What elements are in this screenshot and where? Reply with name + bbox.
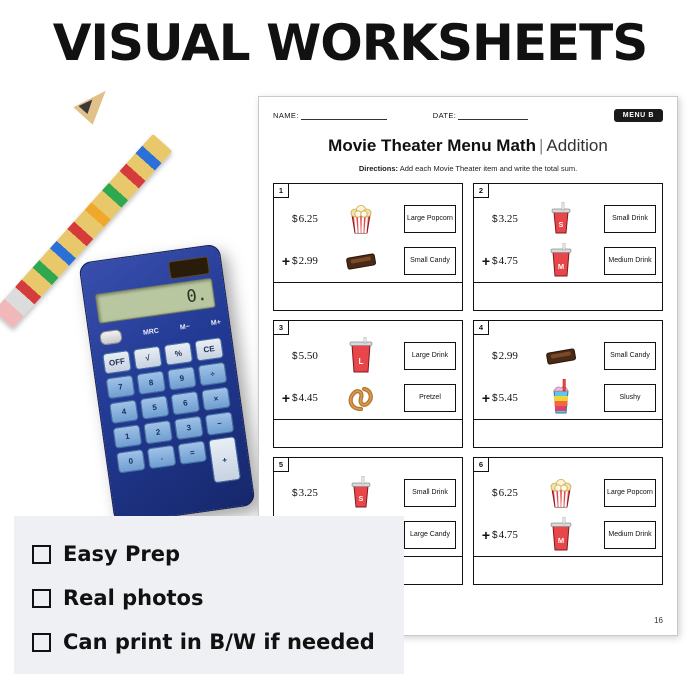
calculator-display: 0. — [95, 278, 216, 324]
directions-label: Directions: — [358, 164, 399, 173]
checkbox-icon — [32, 589, 51, 608]
svg-text:M: M — [557, 536, 564, 545]
svg-text:S: S — [358, 496, 363, 503]
plus-operator: + — [281, 253, 291, 269]
feature-label: Can print in B/W if needed — [63, 630, 375, 654]
problem-card — [273, 183, 463, 311]
small-drink-icon — [341, 475, 381, 511]
pretzel-icon — [341, 380, 381, 416]
name-label: NAME: — [273, 111, 299, 120]
item-label: Large Popcorn — [604, 479, 656, 507]
amount-value: 3.25 — [298, 487, 318, 499]
calc-key[interactable]: % — [164, 341, 194, 366]
problem-number: 5 — [274, 458, 289, 472]
plus-operator: + — [481, 390, 491, 406]
problem-rows — [474, 335, 662, 419]
problem-row — [274, 377, 462, 419]
date-label: DATE: — [432, 111, 457, 120]
medium-drink-icon — [541, 517, 581, 553]
memory-button-extra[interactable] — [99, 329, 123, 346]
memory-label-mminus: M− — [179, 322, 191, 332]
calc-key[interactable]: √ — [133, 346, 163, 371]
problem-row — [474, 240, 662, 282]
answer-area[interactable] — [474, 282, 662, 312]
calc-key[interactable]: × — [201, 387, 231, 412]
calc-key[interactable]: 6 — [171, 391, 201, 416]
amount-value: 4.75 — [498, 529, 518, 541]
amount-value: 4.75 — [498, 255, 518, 267]
item-label: Pretzel — [404, 384, 456, 412]
memory-label-mrc: MRC — [142, 327, 160, 337]
answer-area[interactable] — [474, 419, 662, 449]
item-label: Large Candy — [404, 521, 456, 549]
svg-text:S: S — [558, 222, 563, 229]
amount-value: 5.45 — [498, 392, 518, 404]
feature-item — [32, 620, 404, 664]
problem-row — [474, 335, 662, 377]
features-panel — [14, 516, 404, 674]
feature-item — [32, 576, 404, 620]
checkbox-icon — [32, 545, 51, 564]
calc-key[interactable]: CE — [194, 337, 224, 362]
currency-symbol: $ — [492, 392, 498, 404]
calc-key[interactable]: 5 — [140, 395, 170, 420]
problem-row — [274, 198, 462, 240]
worksheet-title-divider: | — [538, 136, 544, 155]
calc-key[interactable]: 8 — [136, 370, 166, 395]
problem-row — [274, 472, 462, 514]
currency-symbol: $ — [292, 392, 298, 404]
calc-key[interactable]: ÷ — [198, 362, 228, 387]
answer-area[interactable] — [274, 419, 462, 449]
problem-rows — [474, 472, 662, 556]
currency-symbol: $ — [292, 255, 298, 267]
answer-area[interactable] — [274, 282, 462, 312]
plus-operator: + — [481, 527, 491, 543]
memory-label-mplus: M+ — [210, 318, 222, 327]
calc-key[interactable]: = — [177, 440, 207, 465]
currency-symbol: $ — [292, 350, 298, 362]
feature-label: Easy Prep — [63, 542, 181, 566]
feature-label: Real photos — [63, 586, 204, 610]
calculator-keypad — [102, 337, 241, 496]
calc-key[interactable]: . — [147, 445, 177, 470]
item-label: Small Candy — [404, 247, 456, 275]
amount-value: 5.50 — [298, 350, 318, 362]
item-label: Small Drink — [404, 479, 456, 507]
calc-key[interactable]: 0 — [116, 449, 146, 474]
currency-symbol: $ — [292, 487, 298, 499]
name-field[interactable] — [273, 111, 387, 120]
calc-key[interactable]: 9 — [167, 366, 197, 391]
problem-row — [474, 472, 662, 514]
problem-number: 2 — [474, 184, 489, 198]
problem-row — [274, 240, 462, 282]
item-label: Small Candy — [604, 342, 656, 370]
worksheet-directions — [273, 164, 663, 173]
calc-key[interactable]: 3 — [174, 416, 204, 441]
calc-key[interactable]: 1 — [113, 424, 143, 449]
popcorn-icon — [541, 475, 581, 511]
large-drink-icon — [341, 338, 381, 374]
amount-value: 6.25 — [298, 213, 318, 225]
plus-operator: + — [481, 253, 491, 269]
currency-symbol: $ — [492, 255, 498, 267]
worksheet-title-sub: Addition — [546, 136, 608, 155]
problem-number: 3 — [274, 321, 289, 335]
name-input-rule[interactable] — [301, 111, 387, 120]
calc-key[interactable]: 4 — [109, 399, 139, 424]
svg-text:L: L — [358, 357, 364, 366]
item-label: Large Drink — [404, 342, 456, 370]
menu-badge: MENU B — [614, 109, 663, 122]
worksheet-title-main: Movie Theater Menu Math — [328, 136, 536, 155]
problem-card — [473, 457, 663, 585]
answer-area[interactable] — [474, 556, 662, 586]
problem-rows — [274, 198, 462, 282]
currency-symbol: $ — [492, 213, 498, 225]
worksheet-title — [273, 136, 663, 156]
popcorn-icon — [341, 201, 381, 237]
solar-panel — [168, 256, 210, 279]
item-label: Slushy — [604, 384, 656, 412]
medium-drink-icon — [541, 243, 581, 279]
problem-row — [474, 198, 662, 240]
amount-value: 3.25 — [498, 213, 518, 225]
item-label: Medium Drink — [604, 247, 656, 275]
currency-symbol: $ — [492, 350, 498, 362]
svg-text:M: M — [557, 262, 564, 271]
candy-bar-icon — [541, 338, 581, 374]
problem-card — [473, 320, 663, 448]
calc-key[interactable]: − — [205, 411, 235, 436]
page-number: 16 — [654, 616, 663, 625]
item-label: Large Popcorn — [404, 205, 456, 233]
problem-rows — [274, 335, 462, 419]
problem-row — [274, 335, 462, 377]
amount-value: 4.45 — [298, 392, 318, 404]
checkbox-icon — [32, 633, 51, 652]
slushy-icon — [541, 380, 581, 416]
calc-key[interactable]: 2 — [143, 420, 173, 445]
problem-row — [474, 514, 662, 556]
problem-number: 1 — [274, 184, 289, 198]
problem-card — [273, 320, 463, 448]
candy-bar-icon — [341, 243, 381, 279]
feature-item — [32, 516, 404, 576]
page-title: VISUAL WORKSHEETS — [52, 14, 648, 72]
worksheet-header — [273, 109, 663, 122]
item-label: Small Drink — [604, 205, 656, 233]
calc-key[interactable]: OFF — [102, 350, 132, 375]
date-field[interactable] — [433, 111, 529, 120]
problem-number: 4 — [474, 321, 489, 335]
small-drink-icon — [541, 201, 581, 237]
calc-key[interactable]: 7 — [106, 375, 136, 400]
problem-card — [473, 183, 663, 311]
date-input-rule[interactable] — [458, 111, 528, 120]
problem-row — [474, 377, 662, 419]
currency-symbol: $ — [492, 529, 498, 541]
currency-symbol: $ — [292, 213, 298, 225]
problem-number: 6 — [474, 458, 489, 472]
problem-rows — [474, 198, 662, 282]
directions-text: Add each Movie Theater item and write the total sum. — [399, 164, 578, 173]
plus-operator: + — [281, 390, 291, 406]
currency-symbol: $ — [492, 487, 498, 499]
amount-value: 2.99 — [498, 350, 518, 362]
calculator-photo — [78, 243, 255, 524]
amount-value: 2.99 — [298, 255, 318, 267]
amount-value: 6.25 — [498, 487, 518, 499]
calc-key[interactable]: + — [208, 436, 241, 483]
item-label: Medium Drink — [604, 521, 656, 549]
